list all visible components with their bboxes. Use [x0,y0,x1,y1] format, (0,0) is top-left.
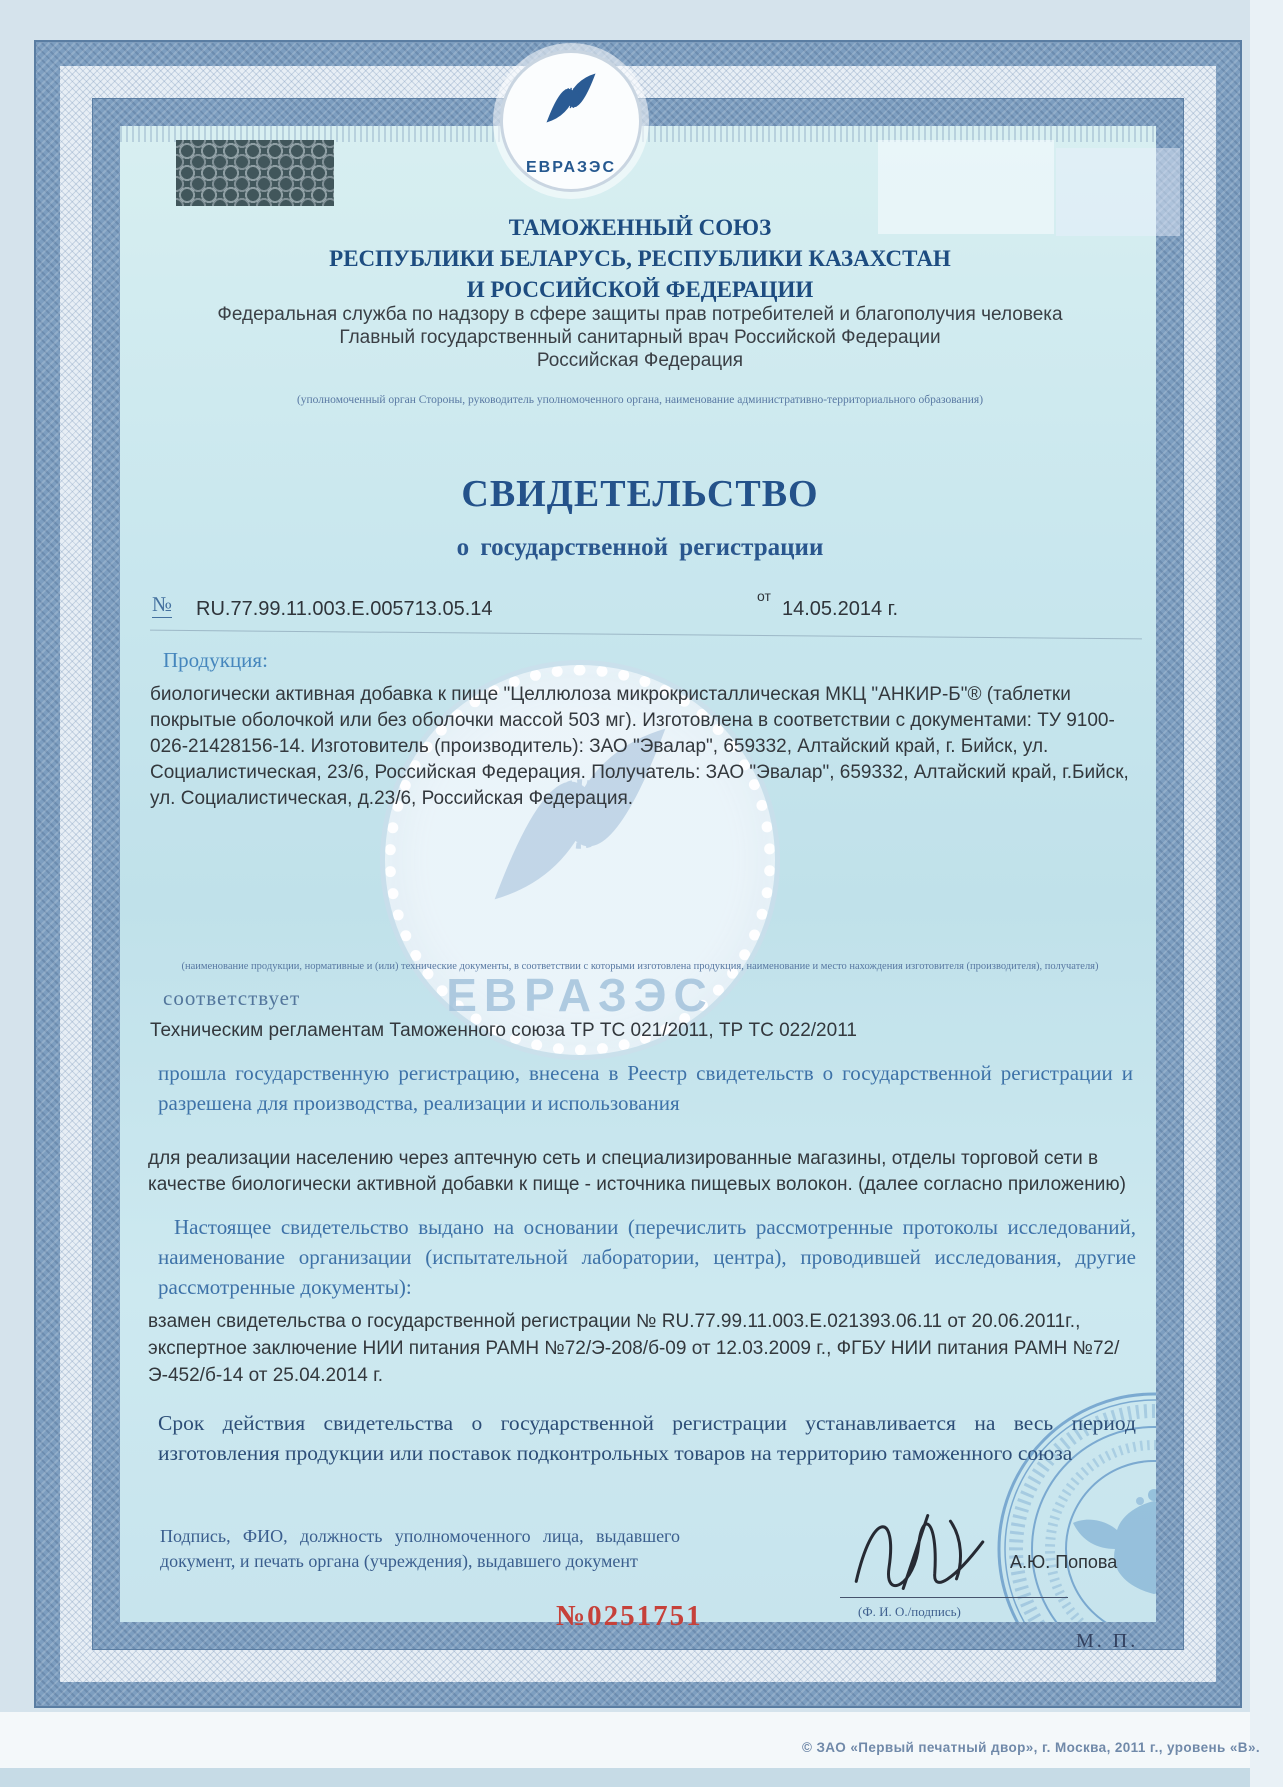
basis-documents: взамен свидетельства о государственной регистрации № RU.77.99.11.003.E.021393.06.11 от 20.06.2011г., экспертное заключение НИИ питания РАМН №72/Э-208/б-09 от 12.03.2009 г., ФГБУ НИИ питания РАМН №72/Э-452/б-14 от 25.04.2014 г. [148,1311,1120,1386]
usage-statement: для реализации населению через аптечную сеть и специализированные магазины, отделы торговой сети в качестве биологически активной добавки к пище - источника пищевых волокон. (далее согласно приложению) [148,1148,1126,1195]
validity-statement: Срок действия свидетельства о государственной регистрации устанавливается на весь период изготовления продукции или поставок подконтрольных товаров на территорию таможенного союза [158,1411,1136,1465]
handwritten-signature-icon [835,1490,1015,1605]
compliance-regulations: Техническим регламентам Таможенного союза ТР ТС 021/2011, ТР ТС 022/2011 [150,1020,857,1041]
certificate-subtitle: о государственной регистрации [456,534,824,561]
union-header [120,212,1160,305]
certificate-title: СВИДЕТЕЛЬСТВО [461,473,819,515]
serial-number: №0251751 [556,1600,703,1632]
signature-line [840,1597,1068,1598]
number-sign: № [152,592,173,616]
stamp-place-label: М. П. [1076,1630,1139,1652]
security-pattern-block [176,140,334,206]
registration-statement: прошла государственную регистрацию, внесена в Реестр свидетельств о государственной регистрации и разрешена для производства, реализации и использования [158,1061,1133,1115]
certificate-date: 14.05.2014 г. [782,598,899,620]
product-footnote: (наименование продукции, нормативные и (или) технические документы, в соответствии с которыми изготовлена продукция, наименование и место нахождения изготовителя (производителя), получателя) [181,961,1099,972]
agency-line-2: Главный государственный санитарный врач Российской Федерации [339,327,941,348]
agency-line-3: Российская Федерация [536,350,744,371]
evrazes-medallion [500,50,642,192]
scan-crease-line [150,630,1142,640]
printer-copyright: © ЗАО «Первый печатный двор», г. Москва, 2011 г., уровень «В». [801,1740,1260,1755]
compliance-label: соответствует [163,986,301,1010]
signer-name: А.Ю. Попова [1010,1552,1118,1572]
signature-block-label: Подпись, ФИО, должность уполномоченного лица, выдавшего документ, и печать органа (учреждения), выдавшего документ [160,1526,680,1571]
product-label: Продукция: [163,648,268,672]
issuing-agency [120,303,1160,372]
signature-caption: (Ф. И. О./подпись) [858,1604,961,1619]
certificate-number: RU.77.99.11.003.E.005713.05.14 [196,598,493,620]
date-label: от [757,588,771,604]
basis-intro: Настоящее свидетельство выдано на основании (перечислить рассмотренные протоколы исследований, наименование организации (испытательной лаборатории, центра), проводившей исследования, другие рассмотренные документы): [158,1215,1136,1299]
watermark-label: ЕВРАЗЭС [446,969,714,1021]
union-line-3: И РОССИЙСКОЙ ФЕДЕРАЦИИ [466,277,814,302]
agency-line-1: Федеральная служба по надзору в сфере защиты прав потребителей и благополучия человека [217,304,1063,325]
union-line-1: ТАМОЖЕННЫЙ СОЮЗ [508,215,772,240]
union-line-2: РЕСПУБЛИКИ БЕЛАРУСЬ, РЕСПУБЛИКИ КАЗАХСТАН [329,246,951,271]
authority-footnote: (уполномоченный орган Стороны, руководитель уполномоченного органа, наименование административно-территориального образования) [296,394,984,406]
medallion-label: ЕВРАЗЭС [525,159,616,176]
product-description: биологически активная добавка к пище "Целлюлоза микрокристаллическая МКЦ "АНКИР-Б"® (таблетки покрытые оболочкой или без оболочки массой 503 мг). Изготовлена в соответствии с документами: ТУ 9100-026-21428156-14. Изготовитель (производитель): ЗАО "Эвалар", 659332, Алтайский край, г. Бийск, ул. Социалистическая, 23/6, Российская Федерация. Получатель: ЗАО "Эвалар", 659332, Алтайский край, г.Бийск, ул. Социалистическая, д.23/6, Российская Федерация. [150,684,1129,809]
evrazes-emblem-icon [536,63,606,133]
